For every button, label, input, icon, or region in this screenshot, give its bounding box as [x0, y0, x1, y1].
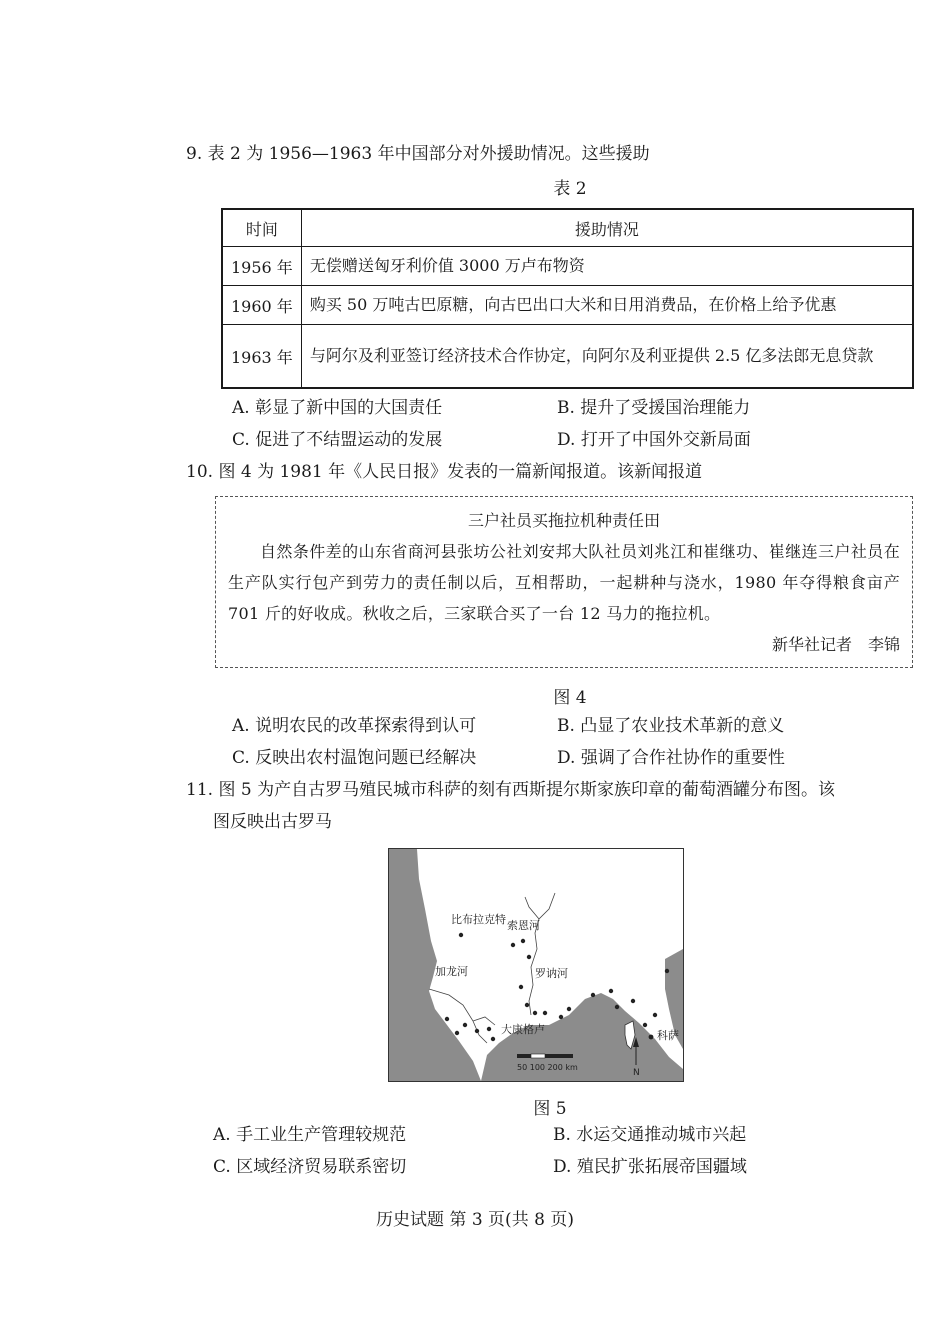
table-header-row	[222, 209, 913, 247]
garonne-tributary	[473, 1017, 495, 1025]
site-dot	[591, 993, 595, 997]
news-body: 自然条件差的山东省商河县张坊公社刘安邦大队社员刘兆江和崔继功、崔继连三户社员在生产队实行包产到劳力的责任制以后，互相帮助，一起耕种与浇水，1980 年夺得粮食亩产 701 斤的好收成。秋收之后，三家联合买了一台 12 马力的拖拉机。	[228, 542, 900, 623]
table-header-desc: 援助情况	[301, 209, 913, 247]
site-dot	[609, 989, 613, 993]
page-footer: 历史试题 第 3 页(共 8 页)	[376, 1210, 574, 1230]
table-row	[222, 325, 913, 389]
q9-option-b[interactable]: B. 提升了受援国治理能力	[557, 398, 751, 418]
site-dot	[653, 1013, 657, 1017]
q11-stem-line2: 图反映出古罗马	[213, 812, 332, 832]
q11-option-a[interactable]: A. 手工业生产管理较规范	[213, 1125, 407, 1145]
table-cell-year: 1960 年	[222, 286, 301, 325]
north-label: N	[633, 1068, 640, 1078]
table-cell-desc: 与阿尔及利亚签订经济技术合作协定，向阿尔及利亚提供 2.5 亿多法郎无息贷款	[301, 325, 913, 389]
site-dot	[491, 1037, 495, 1041]
q10-option-a[interactable]: A. 说明农民的改革探索得到认可	[232, 716, 477, 736]
q10-stem: 10. 图 4 为 1981 年《人民日报》发表的一篇新闻报道。该新闻报道	[186, 462, 703, 482]
q10-option-b[interactable]: B. 凸显了农业技术革新的意义	[557, 716, 785, 736]
scale-label: 50 100 200 km	[517, 1063, 578, 1072]
q9-option-d[interactable]: D. 打开了中国外交新局面	[557, 430, 751, 450]
site-dot	[463, 1023, 467, 1027]
q11-option-d[interactable]: D. 殖民扩张拓展帝国疆域	[553, 1157, 747, 1177]
q10-option-c[interactable]: C. 反映出农村温饱问题已经解决	[232, 748, 477, 768]
table-row	[222, 247, 913, 286]
label-bibracte: 比布拉克特	[451, 913, 506, 926]
site-dot	[459, 933, 463, 937]
label-rhone: 罗讷河	[535, 967, 568, 980]
saone-tributary	[525, 897, 539, 919]
q9-stem: 9. 表 2 为 1956—1963 年中国部分对外援助情况。这些援助	[186, 144, 650, 164]
site-dot	[615, 1005, 619, 1009]
site-dot	[527, 955, 531, 959]
news-report-box	[215, 496, 913, 668]
map-svg	[389, 849, 683, 1081]
q11-option-c[interactable]: C. 区域经济贸易联系密切	[213, 1157, 407, 1177]
figure4-caption: 图 4	[553, 688, 587, 708]
site-dot	[455, 1031, 459, 1035]
site-dot	[521, 939, 525, 943]
site-dot	[445, 1017, 449, 1021]
table-header-year: 时间	[222, 209, 301, 247]
table-cell-year: 1963 年	[222, 325, 301, 389]
news-byline: 新华社记者 李锦	[771, 635, 900, 654]
label-cosa: 科萨	[657, 1029, 679, 1042]
table-cell-year: 1956 年	[222, 247, 301, 286]
table-caption: 表 2	[553, 179, 587, 199]
table-cell-desc: 无偿赠送匈牙利价值 3000 万卢布物资	[301, 247, 913, 286]
site-dot	[511, 943, 515, 947]
q11-option-b[interactable]: B. 水运交通推动城市兴起	[553, 1125, 747, 1145]
figure5-caption: 图 5	[533, 1099, 567, 1119]
site-dot	[519, 985, 523, 989]
site-dot	[533, 1011, 537, 1015]
scale-bar	[517, 1054, 573, 1058]
site-dot	[567, 1007, 571, 1011]
news-title: 三户社员买拖拉机种责任田	[467, 511, 660, 530]
site-dot	[559, 1015, 563, 1019]
site-dot	[649, 1035, 654, 1040]
site-dot	[475, 1029, 479, 1033]
label-garonne: 加龙河	[435, 965, 468, 978]
aid-table	[221, 208, 914, 389]
table-row	[222, 286, 913, 325]
q9-option-c[interactable]: C. 促进了不结盟运动的发展	[232, 430, 443, 450]
amphora-distribution-map	[388, 848, 684, 1082]
table-cell-desc: 购买 50 万吨古巴原糖，向古巴出口大米和日用消费品，在价格上给予优惠	[301, 286, 913, 325]
site-dot	[525, 1003, 529, 1007]
q9-option-a[interactable]: A. 彰显了新中国的大国责任	[232, 398, 443, 418]
q11-stem-line1: 11. 图 5 为产自古罗马殖民城市科萨的刻有西斯提尔斯家族印章的葡萄酒罐分布图。该	[186, 780, 836, 800]
label-narbonne: 大康格卢	[501, 1023, 545, 1036]
site-dot	[643, 1023, 647, 1027]
site-dot	[665, 969, 669, 973]
site-dot	[631, 999, 635, 1003]
label-saone: 索恩河	[507, 919, 540, 932]
site-dot	[487, 1027, 491, 1031]
site-dot	[543, 1011, 547, 1015]
q10-option-d[interactable]: D. 强调了合作社协作的重要性	[557, 748, 785, 768]
